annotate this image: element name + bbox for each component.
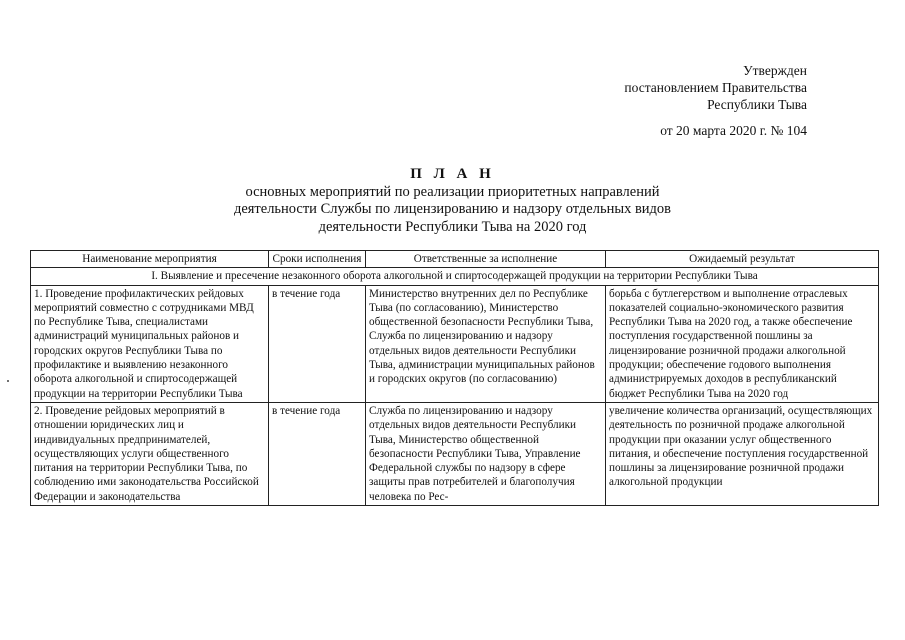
plan-title-block bbox=[0, 166, 905, 236]
plan-subtitle-line-2: деятельности Службы по лицензированию и надзору отдельных видов bbox=[233, 201, 672, 217]
approval-line-decree: постановлением Правительства bbox=[624, 80, 807, 95]
section-title: I. Выявление и пресечение незаконного оборота алкогольной и спиртосодержащей продукции на территории Республики Тыва bbox=[31, 268, 879, 285]
plan-subtitle-line-3: деятельности Республики Тыва на 2020 год bbox=[318, 218, 587, 235]
row-activity-name: 2. Проведение рейдовых мероприятий в отношении юридических лиц и индивидуальных предпринимателей, осуществляющих услуги общественного питания на территории Республики Тыва, по соблюдению ими законодательства Российской Федерации и законодательства bbox=[31, 402, 269, 505]
approval-line-approved: Утвержден bbox=[743, 63, 807, 78]
table-header-row bbox=[31, 251, 879, 268]
row-deadline: в течение года bbox=[269, 402, 366, 505]
row-expected-result: увеличение количества организаций, осуществляющих деятельность по розничной продаже алкогольной продукции при оказании услуг общественного питания, и обеспечение поступления государственной пошлины за лицензирование розничной продажи алкогольной продукции bbox=[606, 402, 879, 505]
row-deadline: в течение года bbox=[269, 285, 366, 402]
plan-heading: П Л А Н bbox=[410, 166, 495, 182]
header-deadline: Сроки исполнения bbox=[269, 251, 366, 268]
approval-line-government: Республики Тыва bbox=[707, 97, 807, 112]
header-expected-result: Ожидаемый результат bbox=[606, 251, 879, 268]
row-expected-result: борьба с бутлегерством и выполнение отраслевых показателей социально-экономического развития Республики Тыва на 2020 год, а также обеспечение поступления государственной пошлины за лицензирование розничной продажи алкогольной продукции; обеспечение годового выполнения администрируемых доходов в республиканский бюджет Республики Тыва на 2020 год bbox=[606, 285, 879, 402]
plan-subtitle-line-1: основных мероприятий по реализации приоритетных направлений bbox=[245, 183, 660, 200]
table-row bbox=[31, 285, 879, 402]
approval-date: от 20 марта 2020 г. № 104 bbox=[660, 123, 807, 138]
row-responsible: Министерство внутренних дел по Республике Тыва (по согласованию), Министерство общественной безопасности Республики Тыва, Служба по лицензированию и надзору отдельных видов деятельности Республики Тыва, администрации муниципальных районов и городских округов (по согласованию) bbox=[366, 285, 606, 402]
section-row bbox=[31, 268, 879, 285]
header-activity-name: Наименование мероприятия bbox=[31, 251, 269, 268]
scan-speck bbox=[7, 380, 9, 382]
approval-block bbox=[624, 62, 807, 139]
plan-table bbox=[30, 250, 879, 506]
table-row bbox=[31, 402, 879, 505]
row-activity-name: 1. Проведение профилактических рейдовых мероприятий совместно с сотрудниками МВД по Республике Тыва, специалистами администраций муниципальных районов и городских округов Республики Тыва по профилактике и выявлению незаконного оборота алкогольной и спиртосодержащей продукции на территории Республики Тыва bbox=[31, 285, 269, 402]
row-responsible: Служба по лицензированию и надзору отдельных видов деятельности Республики Тыва, Министерство общественной безопасности Республики Тыва, Управление Федеральной службы по надзору в сфере защиты прав потребителей и благополучия человека по Рес- bbox=[366, 402, 606, 505]
header-responsible: Ответственные за исполнение bbox=[366, 251, 606, 268]
